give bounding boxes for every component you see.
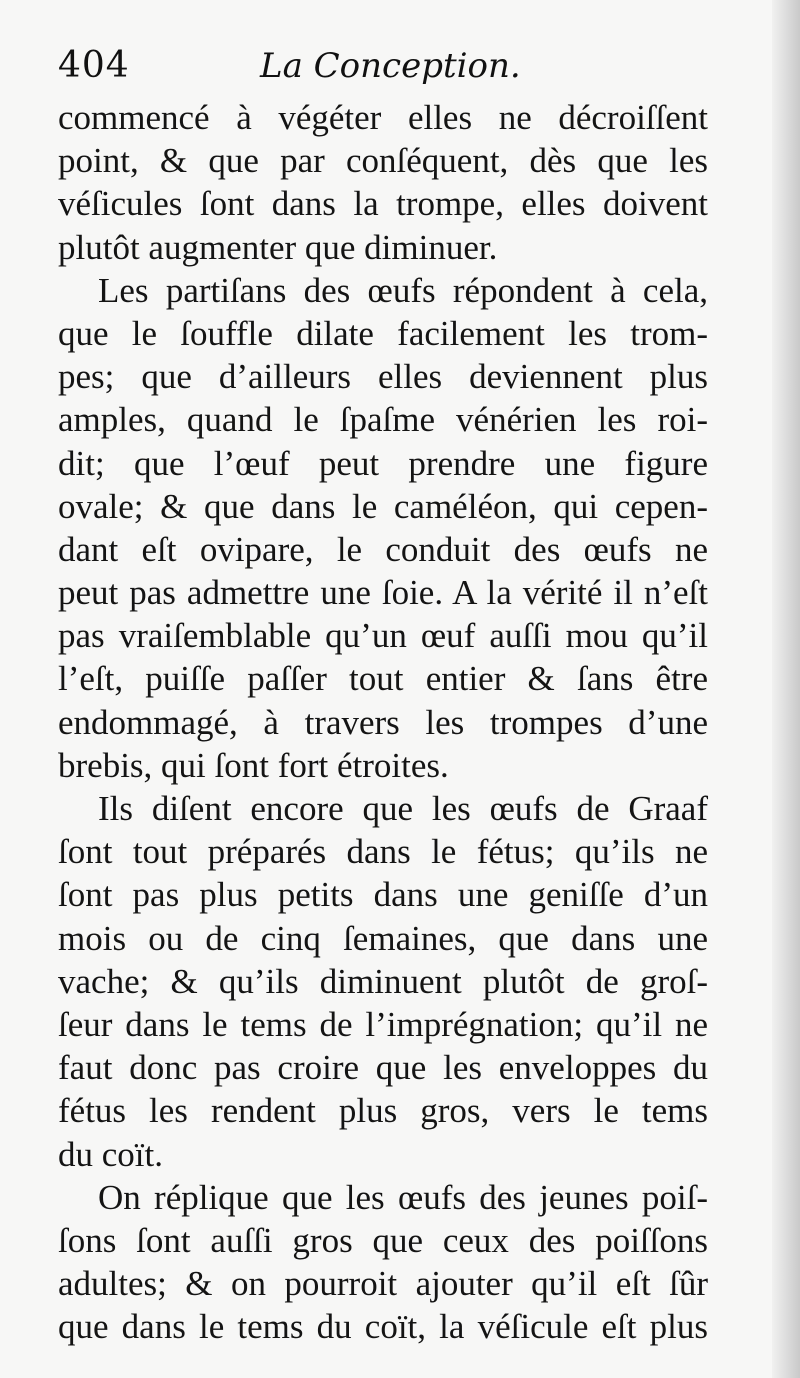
running-title: La Conception.	[260, 46, 521, 86]
text-line: mois ou de cinq ſemaines, que dans une	[58, 918, 708, 958]
text-line: brebis, qui ſont fort étroites.	[58, 745, 449, 785]
text-line: dit; que l’œuf peut prendre une figure	[58, 443, 708, 483]
text-line: que dans le tems du coït, la véſicule eſt plus	[58, 1307, 708, 1347]
page-gutter-shadow	[772, 0, 800, 1378]
text-line: endommagé, à travers les trompes d’une	[58, 702, 708, 742]
text-line: point, & que par conſéquent, dès que les	[58, 141, 708, 181]
text-line: amples, quand le ſpaſme vénérien les roi-	[58, 400, 708, 440]
text-line: faut donc pas croire que les enveloppes du	[58, 1048, 708, 1088]
text-line: ſont tout préparés dans le fétus; qu’ils ne	[58, 832, 708, 872]
text-line: plutôt augmenter que diminuer.	[58, 227, 498, 267]
text-line: ovale; & que dans le caméléon, qui cepen-	[58, 486, 708, 526]
paragraph-start-line: Les partiſans des œufs répondent à cela,	[98, 270, 708, 310]
paragraph-start-line: On réplique que les œufs des jeunes poiſ-	[98, 1177, 708, 1217]
text-line: ſons ſont auſſi gros que ceux des poiſſons	[58, 1220, 708, 1260]
text-line: l’eſt, puiſſe paſſer tout entier & ſans être	[58, 659, 708, 699]
page-header	[58, 40, 718, 90]
text-line: fétus les rendent plus gros, vers le tems	[58, 1091, 708, 1131]
text-line: pas vraiſemblable qu’un œuf auſſi mou qu’il	[58, 616, 708, 656]
text-line: véſicules ſont dans la trompe, elles doivent	[58, 184, 708, 224]
body-text	[58, 96, 708, 1348]
paragraph-start-line: Ils diſent encore que les œufs de Graaf	[98, 789, 708, 828]
text-line: ſeur dans le tems de l’imprégnation; qu’il ne	[58, 1004, 708, 1044]
text-line: ſont pas plus petits dans une geniſſe d’un	[58, 875, 708, 915]
text-line: dant eſt ovipare, le conduit des œufs ne	[58, 529, 708, 569]
text-line: vache; & qu’ils diminuent plutôt de groſ-	[58, 961, 708, 1001]
text-line: pes; que d’ailleurs elles deviennent plus	[58, 357, 708, 397]
text-line: peut pas admettre une ſoie. A la vérité il n’eſt	[58, 573, 708, 613]
text-line: du coït.	[58, 1134, 163, 1174]
text-line: que le ſouffle dilate facilement les trom-	[58, 313, 708, 353]
text-line: commencé à végéter elles ne décroiſſent	[58, 98, 708, 137]
text-line: adultes; & on pourroit ajouter qu’il eſt ſûr	[58, 1264, 708, 1304]
page-number: 404	[58, 45, 130, 86]
